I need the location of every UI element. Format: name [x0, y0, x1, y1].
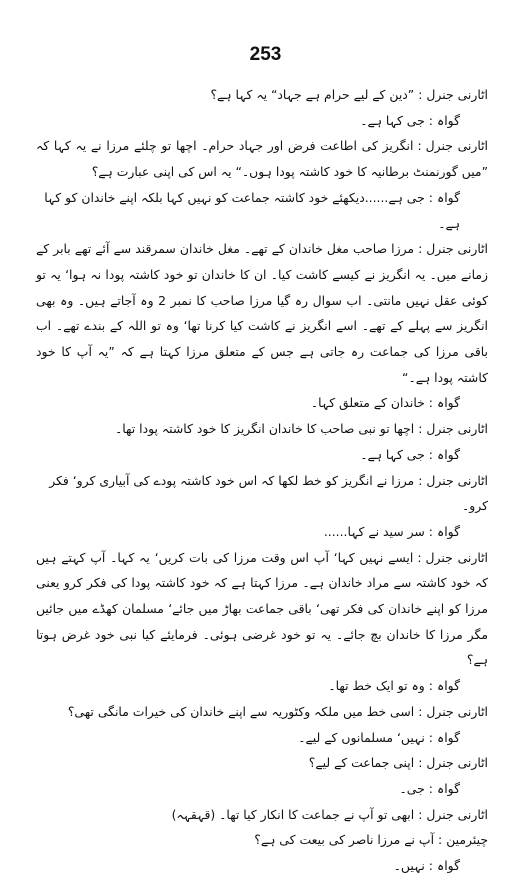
- speaker-name: اٹارنی جنرل: [426, 241, 488, 257]
- separator: :: [428, 858, 433, 874]
- entry-text: اسی خط میں ملکہ وکٹوریہ سے اپنے خاندان کی خیرات مانگی تھی؟: [67, 703, 415, 719]
- separator: :: [418, 755, 423, 771]
- speaker-name: گواہ: [436, 112, 460, 128]
- speaker-name: گواہ: [436, 780, 460, 796]
- dialogue-entry: [36, 468, 488, 519]
- entry-text: ایسے نہیں کہا‘ آپ اس وقت مرزا کی بات کریں‘ یہ کہا۔ آپ کہتے ہیں کہ خود کاشتہ سے مراد خاندان ہے۔ مرزا کہتا ہے کہ خود کاشتہ پودا کی فکر کرو یعنی مرزا کو اپنے خاندان کی فکر تھی‘ باقی جماعت بھاڑ میں جائے‘ مسلمان کھڈے میں جائیں مگر مرزا کا خاندان بچ جائے۔ یہ تو خود غرضی ہوئی۔ فرمایئے کیا نبی خود غرض ہوتا ہے؟: [36, 549, 488, 668]
- separator: :: [428, 729, 433, 745]
- dialogue-entry: [36, 236, 488, 390]
- separator: :: [428, 523, 433, 539]
- separator: :: [428, 780, 433, 796]
- entry-text: مرزا صاحب مغل خاندان کے تھے۔ مغل خاندان سمرقند سے آئے تھے بابر کے زمانے میں۔ یہ انگریز نے کیسے کاشت کیا۔ ان کا خاندان تو خود کاشتہ پودا نہ ہوا‘ یہ تو کوئی عقل نہیں مانتی۔ اب سوال رہ گیا مرزا صاحب کا نمبر 2 وہ آجاتے ہیں۔ وہ بھی انگریز سے پہلے کے تھے۔ اسے انگریز نے کاشت کیا کرنا تھا‘ وہ تو اللہ کے بندے تھے۔ اب باقی مرزا کی جماعت رہ جاتی ہے جس کے متعلق مرزا کہتا ہے کہ ”یہ آپ کا خود کاشتہ پودا ہے۔“: [36, 241, 489, 385]
- entry-text: آپ نے مرزا ناصر کی بیعت کی ہے؟: [254, 832, 435, 848]
- entry-text: اپنی جماعت کے لیے؟: [308, 755, 415, 771]
- speaker-name: گواہ: [436, 858, 460, 874]
- speaker-name: گواہ: [436, 729, 460, 745]
- dialogue-entry: [36, 827, 488, 853]
- separator: :: [428, 395, 433, 411]
- dialogue-entry: [36, 776, 488, 802]
- speaker-name: اٹارنی جنرل: [426, 703, 488, 719]
- entry-text: جی کہا ہے۔: [360, 446, 425, 462]
- dialogue-entry: [36, 442, 488, 468]
- entry-text: جی کہا ہے۔: [360, 112, 425, 128]
- speaker-name: گواہ: [436, 395, 460, 411]
- separator: :: [428, 189, 433, 205]
- entry-text: ”دین کے لیے حرام ہے جہاد“ یہ کہا ہے؟: [210, 87, 415, 102]
- separator: :: [418, 472, 423, 488]
- separator: :: [418, 806, 423, 822]
- entry-text: جی۔: [399, 780, 425, 796]
- speaker-name: گواہ: [436, 523, 460, 539]
- entry-text: انگریز کی اطاعت فرض اور جہاد حرام۔ اچھا تو چلئے مرزا نے یہ کہا کہ ”میں گورنمنٹ برطانیہ کا خود کاشتہ پودا ہوں۔“ یہ اس کی اپنی عبارت ہے؟: [36, 138, 488, 180]
- dialogue-entry: [36, 416, 488, 442]
- dialogue-entry: [36, 108, 488, 134]
- separator: :: [418, 703, 423, 719]
- entry-text: نہیں۔: [393, 858, 425, 874]
- separator: :: [428, 112, 433, 128]
- dialogue-entry: [36, 750, 488, 776]
- entry-text: مرزا نے انگریز کو خط لکھا کہ اس خود کاشتہ پودے کی آبیاری کرو‘ فکر کرو۔: [49, 472, 488, 514]
- dialogue-entry: [36, 390, 488, 416]
- dialogue-entry: [36, 725, 488, 751]
- entry-text: سر سید نے کہا......: [323, 523, 425, 539]
- entry-text: ابھی تو آپ نے جماعت کا انکار کیا تھا۔ (قہقہہ): [171, 806, 415, 822]
- speaker-name: گواہ: [436, 678, 460, 694]
- dialogue-entry: [36, 82, 488, 108]
- entry-text: وہ تو ایک خط تھا۔: [328, 678, 425, 694]
- speaker-name: اٹارنی جنرل: [426, 806, 488, 822]
- speaker-name: اٹارنی جنرل: [425, 549, 488, 565]
- separator: :: [418, 421, 423, 437]
- speaker-name: اٹارنی جنرل: [425, 138, 488, 154]
- dialogue-entry: [36, 133, 488, 184]
- speaker-name: گواہ: [436, 446, 460, 462]
- separator: :: [418, 87, 423, 102]
- dialogue-entry: [36, 519, 488, 545]
- speaker-name: گواہ: [436, 189, 460, 205]
- speaker-name: اٹارنی جنرل: [426, 755, 488, 771]
- separator: :: [418, 241, 423, 257]
- separator: :: [438, 832, 443, 848]
- dialogue-entry: [36, 185, 488, 236]
- transcript-body: [36, 82, 488, 879]
- speaker-name: اٹارنی جنرل: [426, 87, 488, 102]
- separator: :: [428, 446, 433, 462]
- speaker-name: چیئرمین: [446, 832, 488, 848]
- separator: :: [417, 138, 422, 154]
- entry-text: خاندان کے متعلق کہا۔: [310, 395, 425, 411]
- entry-text: اچھا تو نبی صاحب کا خاندان انگریز کا خود کاشتہ پودا تھا۔: [115, 421, 415, 437]
- dialogue-entry: [36, 802, 488, 828]
- speaker-name: اٹارنی جنرل: [426, 472, 488, 488]
- separator: :: [428, 678, 433, 694]
- page-number: 253: [249, 44, 282, 65]
- dialogue-entry: [36, 545, 488, 674]
- dialogue-entry: [36, 853, 488, 879]
- speaker-name: اٹارنی جنرل: [426, 421, 488, 437]
- entry-text: نہیں‘ مسلمانوں کے لیے۔: [298, 729, 425, 745]
- dialogue-entry: [36, 699, 488, 725]
- dialogue-entry: [36, 673, 488, 699]
- entry-text: جی ہے......دیکھئے خود کاشتہ جماعت کو نہیں کہا بلکہ اپنے خاندان کو کہا ہے۔: [44, 189, 460, 231]
- separator: :: [417, 549, 422, 565]
